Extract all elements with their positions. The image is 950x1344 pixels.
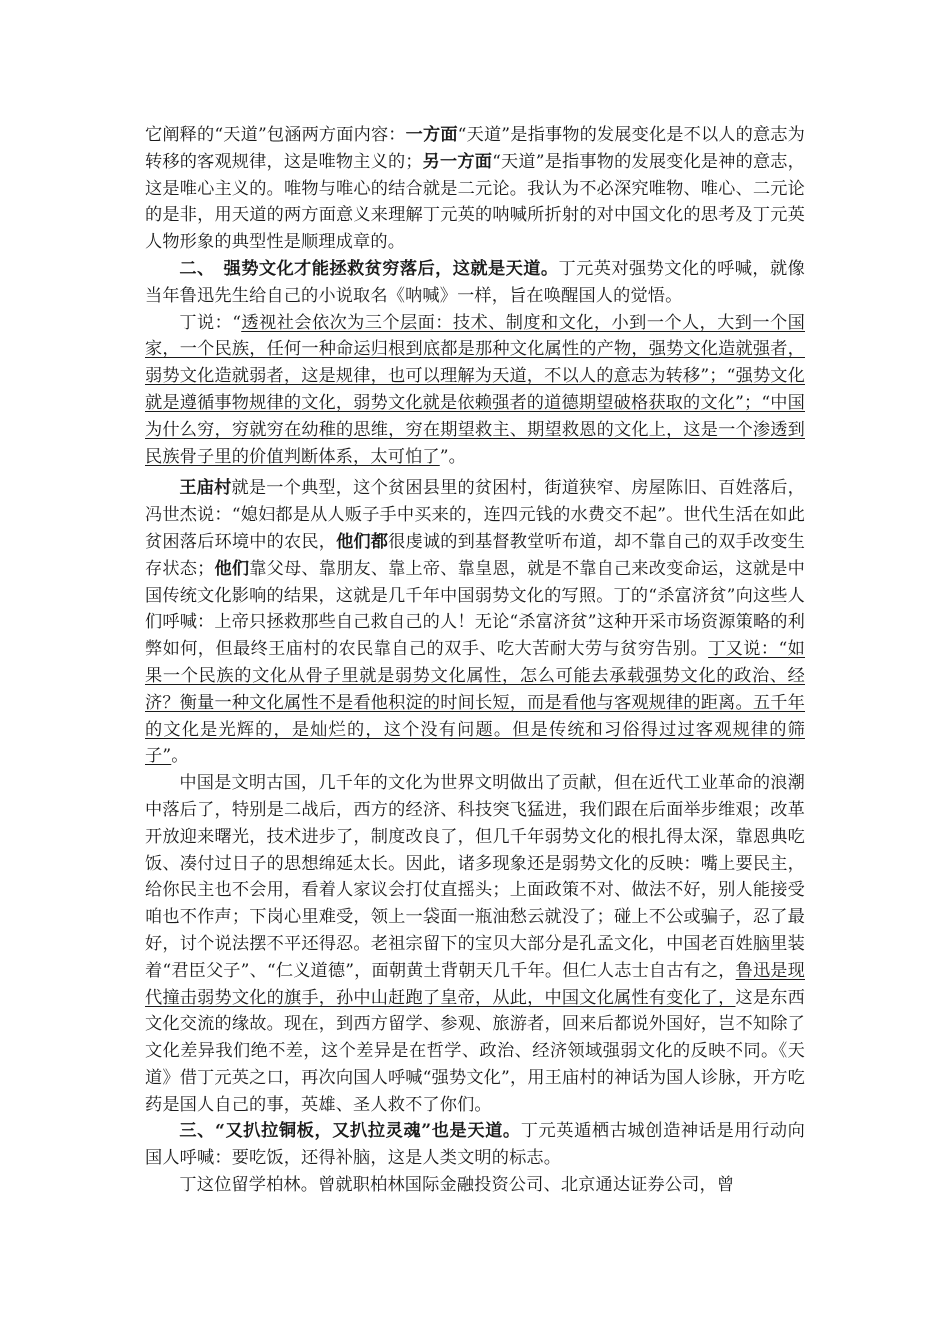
underlined-quote: 透视社会依次为三个层面：技术、制度和文化，小到一个人，大到一个国家，一个民族，任何一种命运归根到底都是那种文化属性的产物，强势文化造就强者，弱势文化造就弱者，这是规律，也可以理解为天道，不以人的意志为转移”；“强势文化就是遵循事物规律的文化，弱势文化就是依赖强者的道德期望破格获取的文化”；“中国为什么穷，穷就穷在幼稚的思维，穷在期望救主、期望救恩的文化上，这是一个渗透到民族骨子里的价值判断体系，太可怕了 — [145, 312, 805, 467]
bold-text: 二、 强势文化才能拯救贫穷落后，这就是天道。 — [179, 258, 559, 279]
bold-text: 王庙村 — [179, 478, 232, 499]
text-run: ”。 — [439, 446, 467, 467]
bold-text: 一方面 — [405, 125, 458, 145]
paragraph-2 — [145, 256, 805, 310]
paragraph-6 — [145, 1118, 805, 1172]
bold-text: 他们都 — [336, 531, 389, 552]
text-run: “天道”是指事物的发展变化是神的意志，这是唯心主义的。唯物与唯心的结合就是二元论。我认为不必深究唯物、唯心、二元论的是非，用天道的两方面意义来理解丁元英的呐喊所折射的对中国文化的思考及丁元英人物形象的典型性是顺理成章的。 — [145, 151, 805, 253]
text-run: 它阐释的“天道”包涵两方面内容： — [145, 125, 406, 145]
text-run: 就是一个典型，这个贫困县里的贫困村，街道狭窄、房屋陈旧、百姓落后，冯世杰说：“媳妇都是从人贩子手中买来的，连四元钱的水费交不起”。世代生活在如此贫困落后环境中的农民， — [145, 478, 806, 552]
text-run: 中国是文明古国，几千年的文化为世界文明做出了贡献，但在近代工业革命的浪潮中落后了，特别是二战后，西方的经济、科技突飞猛进，我们跟在后面举步维艰；改革开放迎来曙光，技术进步了，制度改良了，但几千年弱势文化的根扎得太深，靠恩典吃饭、凑付过日子的思想绵延太长。因此，诸多现象还是弱势文化的反映：嘴上要民主，给你民主也不会用，看着人家议会打仗直摇头；上面政策不对、做法不好，别人能接受咱也不作声；下岗心里难受，领上一袋面一瓶油愁云就没了；碰上不公或骗子，忍了最好，讨个说法摆不平还得忍。老祖宗留下的宝贝大部分是孔孟文化，中国老百姓脑里装着“君臣父子”、“仁义道德”，面朝黄土背朝天几千年。但仁人志士自古有之， — [145, 773, 805, 981]
paragraph-5 — [145, 770, 805, 1118]
paragraph-4 — [145, 475, 805, 770]
text-run: 靠父母、靠朋友、靠上帝、靠皇恩，就是不靠自己来改变命运，这就是中国传统文化影响的结果，这就是几千年中国弱势文化的写照。丁的“杀富济贫”向这些人们呼喊：上帝只拯救那些自己救自己的人！无论“杀富济贫”这种开采市场资源策略的利弊如何，但最终王庙村的农民靠自己的双手、吃大苦耐大劳与贫穷告别。 — [145, 558, 805, 660]
text-run: “天道”是指事物的发展变化是不以人的意志为转移的客观规律，这是唯物主义的； — [145, 125, 805, 172]
text-run: 丁元英遁栖古城创造神话是用行动向国人呼喊：要吃饭，还得补脑，这是人类文明的标志。 — [145, 1121, 805, 1169]
paragraph-3 — [145, 310, 805, 471]
bold-text: 三、“又扒拉铜板，又扒拉灵魂”也是天道。 — [179, 1121, 521, 1142]
text-run: 丁说：“ — [179, 312, 242, 333]
paragraph-7 — [145, 1172, 805, 1199]
text-run: 。 — [171, 746, 189, 767]
underlined-quote: 鲁迅是现代撞击弱势文化的旗手，孙中山赶跑了皇帝，从此，中国文化属性有变化了， — [145, 960, 805, 1008]
text-run: 丁元英对强势文化的呼喊，就像当年鲁迅先生给自己的小说取名《呐喊》一样，旨在唤醒国人的觉悟。 — [145, 258, 806, 306]
document-page — [145, 122, 805, 1199]
text-run: 很虔诚的到基督教堂听布道，却不靠自己的双手改变生存状态； — [145, 531, 805, 579]
paragraph-1 — [145, 122, 805, 256]
bold-text: 另一方面 — [422, 151, 493, 172]
underlined-quote: 丁又说：“如果一个民族的文化从骨子里就是弱势文化属性，怎么可能去承载强势文化的政治、经济？衡量一种文化属性不是看他积淀的时间长短，而是看他与客观规律的距离。五千年的文化是光辉的，是灿烂的，这个没有问题。但是传统和习俗得过过客观规律的筛子” — [145, 639, 805, 767]
text-run: 丁这位留学柏林。曾就职柏林国际金融投资公司、北京通达证券公司，曾 — [179, 1175, 735, 1196]
bold-text: 他们 — [214, 558, 250, 579]
text-run: 这是东西文化交流的缘故。现在，到西方留学、参观、旅游者，回来后都说外国好，岂不知除了文化差异我们绝不差，这个差异是在哲学、政治、经济领域强弱文化的反映不同。《天道》借丁元英之口，再次向国人呼喊“强势文化”，用王庙村的神话为国人诊脉，开方吃药是国人自己的事，英雄、圣人救不了你们。 — [145, 987, 805, 1115]
